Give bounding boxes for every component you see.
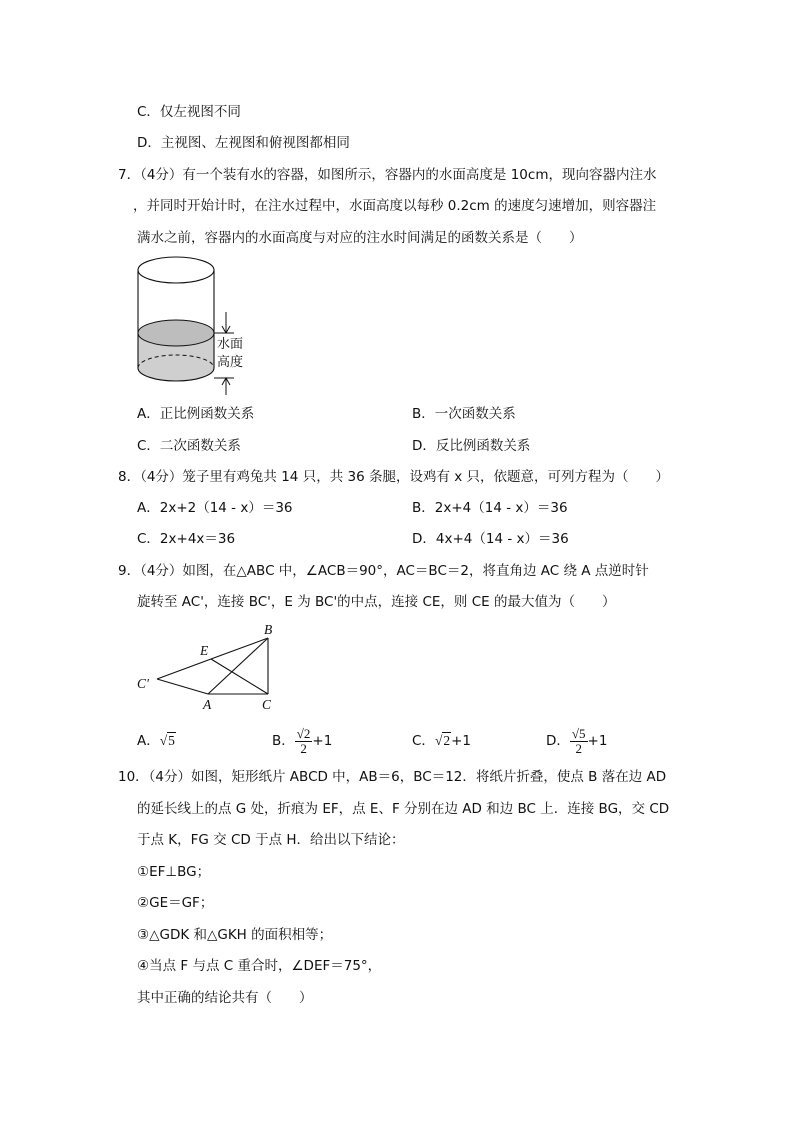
- q9-label-e: E: [200, 643, 209, 658]
- q7-line-2: ，并同时开始计时，在注水过程中，水面高度以每秒 0.2cm 的速度匀速增加，则容器注: [133, 198, 657, 214]
- q9-option-b-tail: +1: [312, 733, 333, 749]
- q9-option-d-prefix: D．: [546, 733, 570, 749]
- q7-cylinder-figure: [130, 250, 270, 395]
- q9-label-c: C: [262, 697, 272, 712]
- q9-option-a-prefix: A．: [137, 733, 160, 749]
- q7-option-d: D．反比例函数关系: [412, 438, 531, 454]
- q9-option-a: [137, 731, 176, 751]
- q8-option-c: C．2x+4x＝36: [137, 531, 236, 547]
- q7-option-a: A．正比例函数关系: [137, 406, 255, 422]
- q9-label-a: A: [203, 697, 212, 712]
- q10-prompt: 其中正确的结论共有（ ）: [137, 990, 313, 1006]
- q9-option-c: [412, 731, 471, 751]
- q10-conclusion-1: ①EF⊥BG；: [137, 864, 211, 880]
- q9-option-b-numerator: √2: [296, 725, 311, 741]
- q9-option-a-radicand: 5: [168, 733, 175, 748]
- q7-option-b: B．一次函数关系: [412, 406, 516, 422]
- q8-option-a: A．2x+2（14 - x）＝36: [137, 500, 293, 516]
- q9-label-b: B: [264, 622, 273, 637]
- q9-option-b-fraction: [295, 727, 313, 756]
- q9-option-d-tail: +1: [587, 733, 608, 749]
- q7-figure-label-1: 水面: [217, 337, 244, 352]
- q8-option-b: B．2x+4（14 - x）＝36: [412, 500, 568, 516]
- q9-option-d-numerator: √5: [571, 725, 586, 741]
- q9-line-1: 9．（4分）如图，在△ABC 中，∠ACB＝90°，AC＝BC＝2，将直角边 AC 绕 A 点逆时针: [118, 563, 649, 579]
- q9-option-c-prefix: C．: [412, 733, 435, 749]
- q8-line-1: 8．（4分）笼子里有鸡兔共 14 只，共 36 条腿，设鸡有 x 只，依题意，可列方程为（ ）: [118, 469, 670, 485]
- q7-line-3: 满水之前，容器内的水面高度与对应的注水时间满足的函数关系是（ ）: [137, 230, 583, 246]
- q10-line-3: 于点 K，FG 交 CD 于点 H．给出以下结论：: [137, 832, 405, 848]
- q10-conclusion-3: ③△GDK 和△GKH 的面积相等；: [137, 927, 333, 943]
- q9-option-d-fraction: [570, 727, 588, 756]
- q9-label-c-prime: C': [137, 676, 149, 691]
- q9-option-b: [272, 722, 332, 760]
- q9-line-2: 旋转至 AC'，连接 BC'，E 为 BC'的中点，连接 CE，则 CE 的最大值为（ ）: [137, 594, 616, 610]
- q9-option-b-prefix: B．: [272, 733, 295, 749]
- q9-option-b-denominator: 2: [300, 740, 307, 756]
- prev-option-c: C．仅左视图不同: [137, 104, 241, 120]
- q9-option-c-radicand: 2: [443, 733, 451, 748]
- q9-option-d-denominator: 2: [575, 740, 582, 756]
- q7-figure-label-2: 高度: [217, 355, 244, 370]
- sqrt-symbol: √5: [159, 733, 175, 748]
- q9-option-c-tail: +1: [451, 733, 472, 749]
- q10-conclusion-4: ④当点 F 与点 C 重合时，∠DEF＝75°，: [137, 958, 382, 974]
- prev-option-d: D．主视图、左视图和俯视图都相同: [137, 135, 350, 151]
- q7-option-c: C．二次函数关系: [137, 438, 241, 454]
- q8-option-d: D．4x+4（14 - x）＝36: [412, 531, 569, 547]
- q7-line-1: 7．（4分）有一个装有水的容器，如图所示，容器内的水面高度是 10cm，现向容器内注水: [118, 167, 657, 183]
- sqrt-symbol: √2: [434, 733, 451, 748]
- q10-conclusion-2: ②GE＝GF；: [137, 895, 214, 911]
- q10-line-2: 的延长线上的点 G 处，折痕为 EF，点 E、F 分别在边 AD 和边 BC 上．连接 BG，交 CD: [137, 801, 670, 817]
- q9-option-d: [546, 722, 607, 760]
- q10-line-1: 10．（4分）如图，矩形纸片 ABCD 中，AB＝6，BC＝12．将纸片折叠，使点 B 落在边 AD: [118, 769, 667, 785]
